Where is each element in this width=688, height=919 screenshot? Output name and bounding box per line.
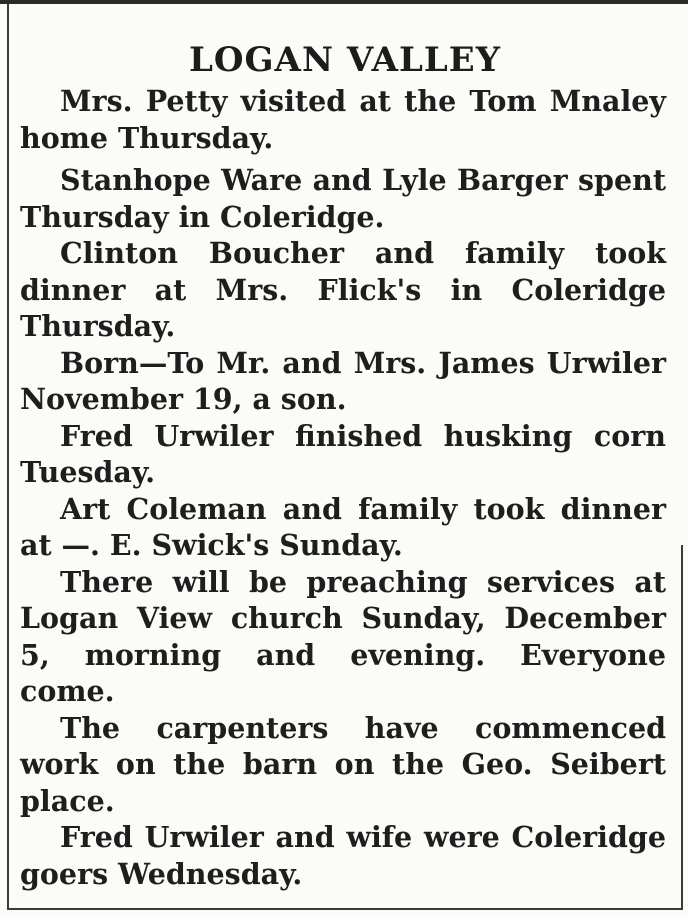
article-body: [20, 83, 666, 892]
news-item: Born—To Mr. and Mrs. James Urwiler November 19, a son.: [20, 345, 666, 416]
news-item: Clinton Boucher and family took dinner at Mrs. Flick's in Coleridge Thursday.: [20, 236, 666, 343]
news-item: Stanhope Ware and Lyle Barger spent Thursday in Coleridge.: [20, 163, 666, 234]
news-item: Fred Urwiler and wife were Coleridge goers Wednesday.: [20, 820, 666, 891]
news-item: Mrs. Petty visited at the Tom Mnaley home Thursday.: [20, 84, 666, 155]
news-item: Fred Urwiler finished husking corn Tuesday.: [20, 418, 666, 489]
left-column-rule: [7, 4, 9, 909]
news-item: The carpenters have commenced work on the barn on the Geo. Seibert place.: [20, 710, 666, 818]
top-column-rule: [0, 0, 688, 4]
news-item: There will be preaching services at Logan View church Sunday, December 5, morning and evening. Everyone come.: [20, 564, 666, 708]
article-heading: LOGAN VALLEY: [189, 40, 501, 80]
right-column-rule: [681, 545, 683, 909]
news-item: Art Coleman and family took dinner at —. E. Swick's Sunday.: [20, 491, 666, 562]
bottom-column-rule: [7, 908, 683, 910]
